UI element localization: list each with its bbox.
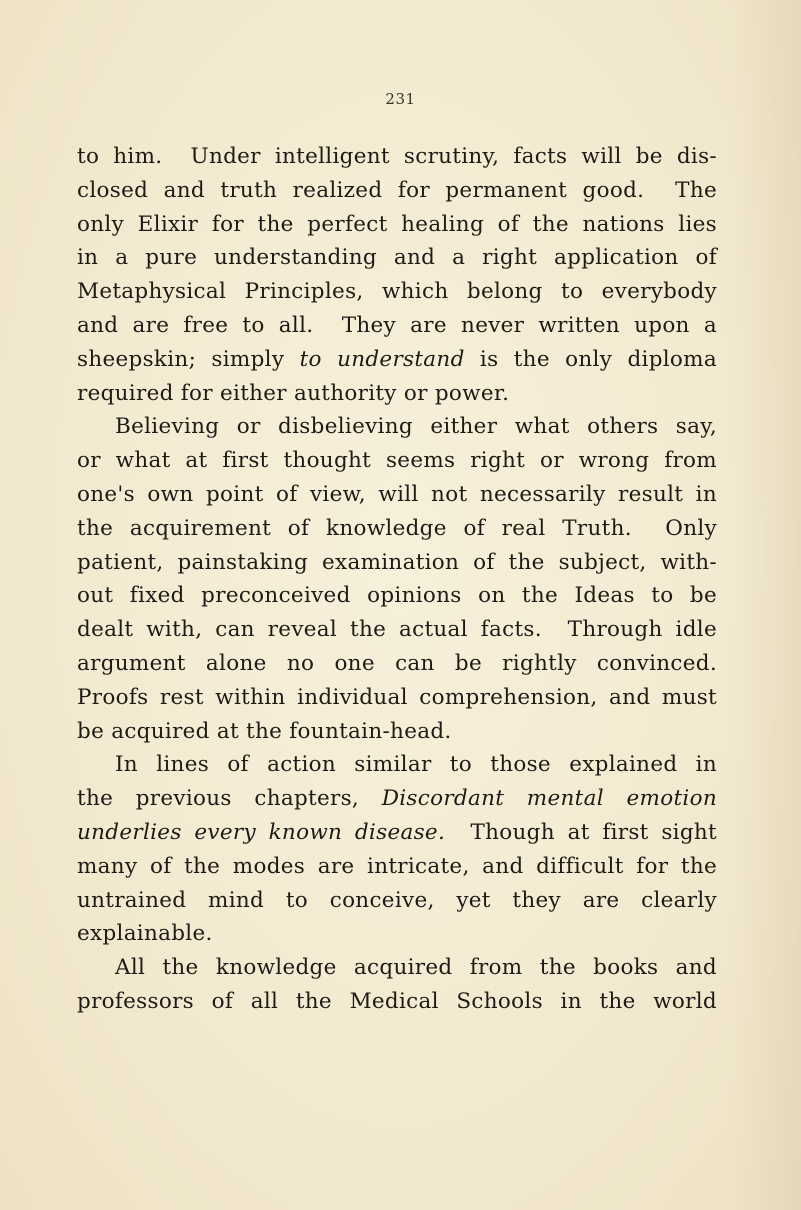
text-line <box>77 512 717 546</box>
text-segment: Though at first sight <box>445 819 717 845</box>
text-segment: to him. Under intelligent scrutiny, facts will be dis- <box>77 144 717 169</box>
text-line <box>77 917 717 951</box>
text-segment: dealt with, can reveal the actual facts. Through idle <box>77 617 717 643</box>
text-line <box>77 546 717 580</box>
text-line <box>77 140 717 174</box>
text-line <box>77 579 717 613</box>
text-segment: one's own point of view, will not necessarily result in <box>77 481 717 507</box>
text-segment: the acquirement of knowledge of real Truth. Only <box>77 515 717 541</box>
text-segment: All the knowledge acquired from the books and <box>115 955 717 981</box>
text-line <box>77 647 717 681</box>
text-segment: patient, painstaking examination of the subject, with- <box>77 549 717 575</box>
text-segment: or what at first thought seems right or wrong from <box>77 448 717 474</box>
page-edge-shadow <box>731 0 801 1210</box>
text-line <box>77 715 717 749</box>
text-segment: Metaphysical Principles, which belong to everybody <box>77 279 717 305</box>
text-segment: Proofs rest within individual comprehension, and must <box>77 684 717 710</box>
text-segment: the previous chapters, <box>77 786 382 812</box>
text-segment: In lines of action similar to those explained in <box>115 752 717 778</box>
text-segment: be acquired at the fountain-head. <box>77 718 452 744</box>
text-line <box>77 208 717 242</box>
text-segment: untrained mind to conceive, yet they are clearly <box>77 887 717 913</box>
text-segment: is the only diploma <box>464 346 717 372</box>
text-line <box>77 309 717 343</box>
text-line <box>77 884 717 918</box>
text-line <box>77 478 717 512</box>
italic-text: to understand <box>299 346 465 372</box>
text-line <box>77 241 717 275</box>
text-line <box>77 681 717 715</box>
text-line <box>77 613 717 647</box>
text-segment: many of the modes are intricate, and difficult for the <box>77 853 717 879</box>
page-number: 231 <box>385 90 416 108</box>
body-text <box>77 140 717 1019</box>
text-line <box>77 410 717 444</box>
text-line <box>77 951 717 985</box>
text-line <box>77 985 717 1019</box>
text-segment: and are free to all. They are never written upon a <box>77 312 717 338</box>
italic-text: underlies every known disease. <box>77 819 446 845</box>
text-segment: professors of all the Medical Schools in the world <box>77 988 717 1014</box>
italic-text: Discordant mental emotion <box>381 786 717 812</box>
text-line <box>77 850 717 884</box>
text-line <box>77 275 717 309</box>
text-segment: argument alone no one can be rightly convinced. <box>77 650 717 676</box>
text-line <box>77 343 717 377</box>
text-line <box>77 444 717 478</box>
text-line <box>77 748 717 782</box>
text-line <box>77 377 717 411</box>
text-line <box>77 816 717 850</box>
text-segment: explainable. <box>77 921 213 947</box>
text-segment: closed and truth realized for permanent good. The <box>77 177 717 203</box>
text-segment: required for either authority or power. <box>77 380 510 406</box>
text-line <box>77 174 717 208</box>
text-segment: sheepskin; simply <box>77 346 300 372</box>
text-line <box>77 782 717 816</box>
text-segment: out fixed preconceived opinions on the Ideas to be <box>77 583 717 609</box>
text-segment: Believing or disbelieving either what others say, <box>115 414 717 440</box>
text-segment: only Elixir for the perfect healing of the nations lies <box>77 211 717 237</box>
text-segment: in a pure understanding and a right application of <box>77 245 717 271</box>
